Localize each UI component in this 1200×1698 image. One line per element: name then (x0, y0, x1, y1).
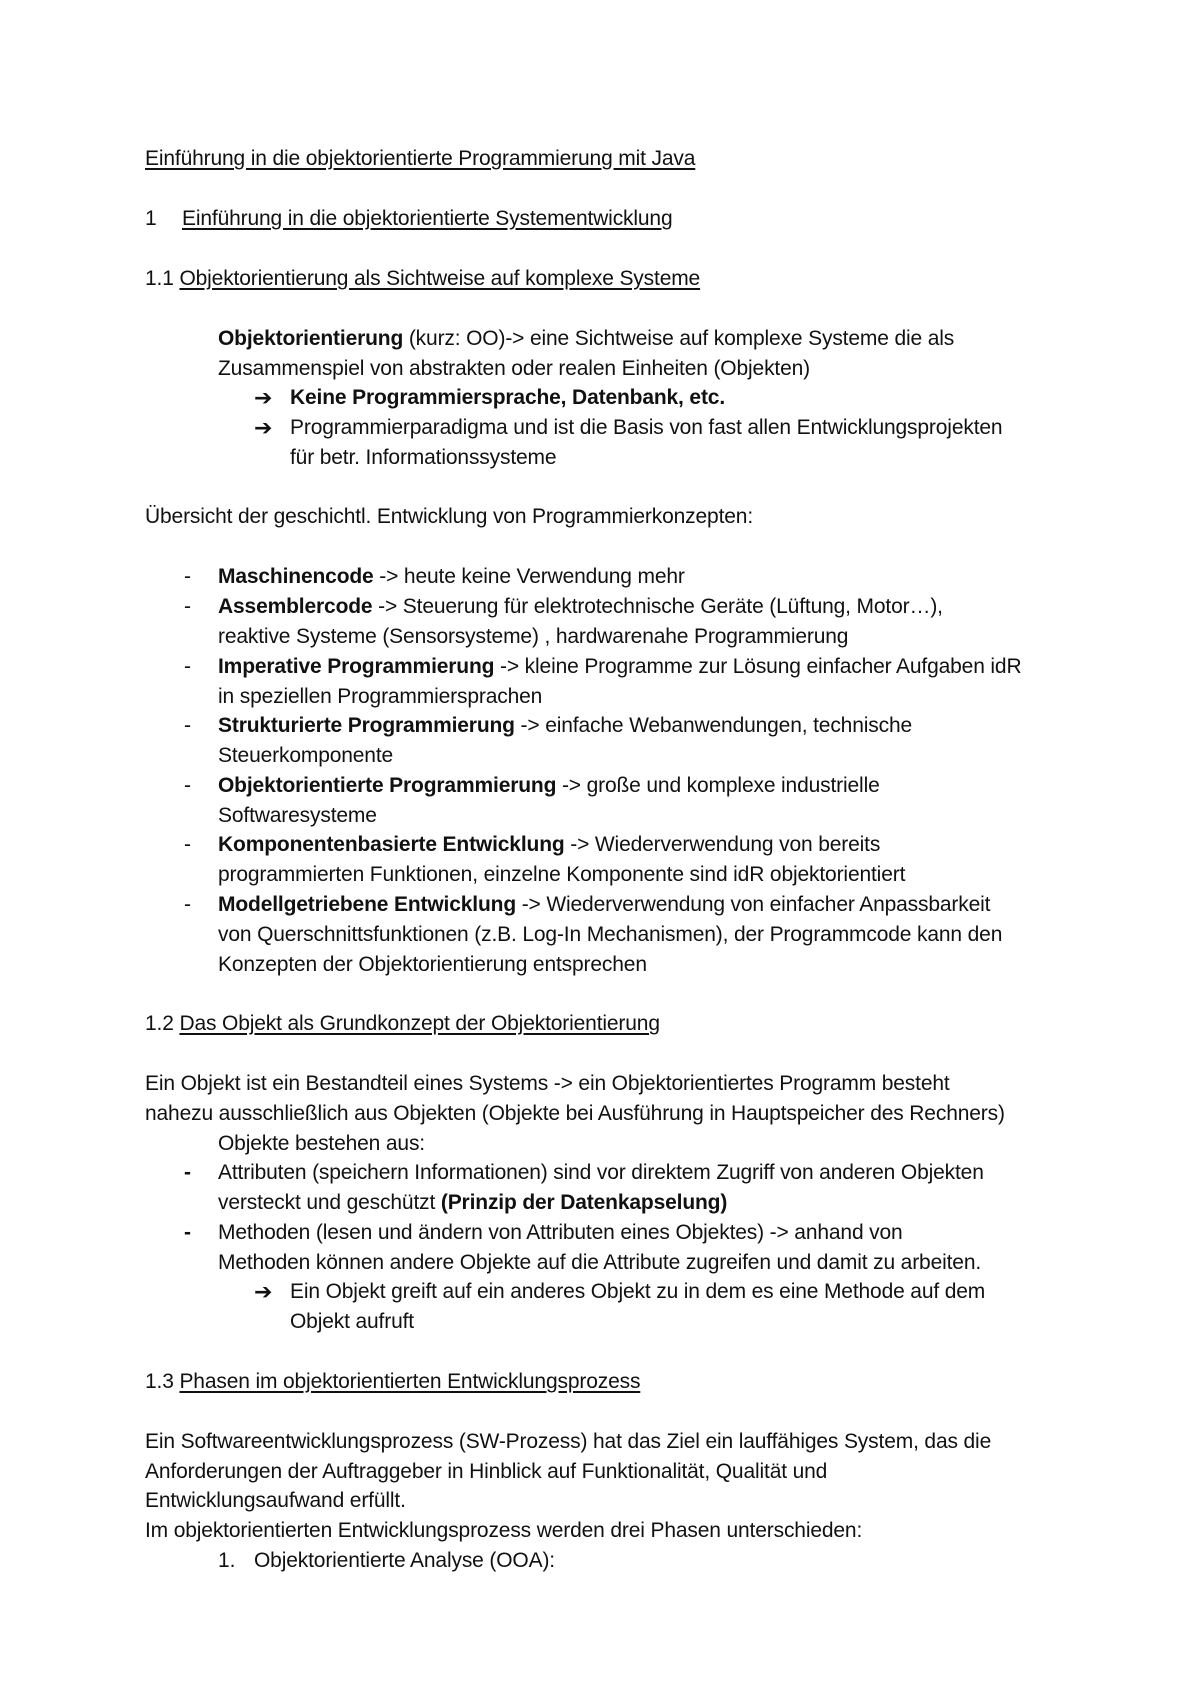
concept-term: Modellgetriebene Entwicklung (218, 893, 517, 916)
concept-item (218, 563, 685, 591)
dash-bullet: - (184, 595, 191, 618)
process-para-line-3: Entwicklungsaufwand erfüllt. (145, 1489, 406, 1512)
dash-bullet: - (184, 833, 191, 856)
object-item-1-line-2 (218, 1189, 727, 1217)
section-1-2-number: 1.2 (145, 1012, 180, 1035)
concept-term: Komponentenbasierte Entwicklung (218, 833, 565, 856)
definition-line-2: Zusammenspiel von abstrakten oder realen Einheiten (Objekten) (218, 357, 811, 380)
dash-bullet: - (184, 1221, 191, 1244)
object-item-1-line-1: Attributen (speichern Informationen) sind vor direktem Zugriff von anderen Objekten (218, 1161, 984, 1184)
concept-item-line-2: Steuerkomponente (218, 744, 394, 767)
dash-bullet: - (184, 774, 191, 797)
concept-text: -> kleine Programme zur Lösung einfacher Aufgaben idR (494, 655, 1022, 678)
concept-text: -> Wiederverwendung von bereits (564, 833, 881, 856)
definition-text: (kurz: OO)-> eine Sichtweise auf komplexe Systeme die als (403, 327, 955, 350)
section-1-3-title: Phasen im objektorientierten Entwicklungsprozess (179, 1370, 641, 1393)
concept-item (218, 831, 880, 859)
section-1-title: Einführung in die objektorientierte Systementwicklung (182, 207, 673, 230)
concept-item (218, 593, 943, 621)
section-1-2-title: Das Objekt als Grundkonzept der Objektorientierung (179, 1012, 660, 1035)
arrow-item-1: Keine Programmiersprache, Datenbank, etc. (290, 386, 726, 409)
object-para-line-2: nahezu ausschließlich aus Objekten (Objekte bei Ausführung in Hauptspeicher des Rechners) (145, 1102, 1005, 1125)
object-para-line-1: Ein Objekt ist ein Bestandteil eines Systems -> ein Objektorientiertes Programm besteht (145, 1072, 950, 1095)
object-item-2-line-1: Methoden (lesen und ändern von Attributen eines Objektes) -> anhand von (218, 1221, 903, 1244)
object-item-1-emphasis: (Prinzip der Datenkapselung) (440, 1191, 728, 1214)
section-1-1-heading (145, 265, 700, 293)
object-arrow-line-2: Objekt aufruft (290, 1310, 414, 1333)
dash-bullet: - (184, 893, 191, 916)
document-title: Einführung in die objektorientierte Programmierung mit Java (145, 147, 696, 170)
process-para-line-2: Anforderungen der Auftraggeber in Hinblick auf Funktionalität, Qualität und (145, 1460, 828, 1483)
concept-text: -> Wiederverwendung von einfacher Anpassbarkeit (516, 893, 991, 916)
definition-term: Objektorientierung (218, 327, 404, 350)
object-item-1-text: versteckt und geschützt (218, 1191, 441, 1214)
object-arrow-line-1: Ein Objekt greift auf ein anderes Objekt zu in dem es eine Methode auf dem (290, 1280, 986, 1303)
section-1-3-number: 1.3 (145, 1370, 180, 1393)
concept-text: -> heute keine Verwendung mehr (373, 565, 685, 588)
concept-item-line-2: programmierten Funktionen, einzelne Komponente sind idR objektorientiert (218, 863, 906, 886)
object-para-line-3: Objekte bestehen aus: (218, 1132, 425, 1155)
arrow-bullet-icon: ➔ (254, 385, 273, 410)
concept-item (218, 653, 1021, 681)
concept-term: Strukturierte Programmierung (218, 714, 515, 737)
concept-text: -> einfache Webanwendungen, technische (514, 714, 913, 737)
section-1-number: 1 (145, 207, 157, 230)
concept-term: Objektorientierte Programmierung (218, 774, 557, 797)
phase-number: 1. (218, 1549, 236, 1572)
phase-label: Objektorientierte Analyse (OOA): (254, 1549, 555, 1572)
dash-bullet: - (184, 565, 191, 588)
concept-item (218, 891, 990, 919)
arrow-item-2-line-1: Programmierparadigma und ist die Basis von fast allen Entwicklungsprojekten (290, 416, 1003, 439)
arrow-bullet-icon: ➔ (254, 415, 273, 440)
concept-text: -> Steuerung für elektrotechnische Geräte (Lüftung, Motor…), (372, 595, 943, 618)
concept-term: Maschinencode (218, 565, 374, 588)
process-para-line-1: Ein Softwareentwicklungsprozess (SW-Prozess) hat das Ziel ein lauffähiges System, das die (145, 1430, 992, 1453)
concept-item-line-3: Konzepten der Objektorientierung entsprechen (218, 953, 647, 976)
dash-bullet: - (184, 714, 191, 737)
concept-item-line-2: von Querschnittsfunktionen (z.B. Log-In Mechanismen), der Programmcode kann den (218, 923, 1003, 946)
dash-bullet: - (184, 1161, 191, 1184)
overview-heading: Übersicht der geschichtl. Entwicklung von Programmierkonzepten: (145, 505, 753, 528)
arrow-item-2-line-2: für betr. Informationssysteme (290, 446, 557, 469)
section-1-1-title: Objektorientierung als Sichtweise auf komplexe Systeme (179, 267, 701, 290)
concept-item (218, 712, 912, 740)
concept-item (218, 772, 880, 800)
concept-text: -> große und komplexe industrielle (556, 774, 880, 797)
dash-bullet: - (184, 655, 191, 678)
concept-item-line-2: Softwaresysteme (218, 804, 377, 827)
concept-term: Imperative Programmierung (218, 655, 495, 678)
arrow-bullet-icon: ➔ (254, 1279, 273, 1304)
concept-item-line-2: reaktive Systeme (Sensorsysteme) , hardwarenahe Programmierung (218, 625, 849, 648)
section-1-3-heading (145, 1368, 640, 1396)
object-item-2-line-2: Methoden können andere Objekte auf die Attribute zugreifen und damit zu arbeiten. (218, 1251, 982, 1274)
process-para-line-4: Im objektorientierten Entwicklungsprozess werden drei Phasen unterschieden: (145, 1519, 863, 1542)
concept-term: Assemblercode (218, 595, 373, 618)
definition-line-1 (218, 325, 954, 353)
section-1-1-number: 1.1 (145, 267, 180, 290)
concept-item-line-2: in speziellen Programmiersprachen (218, 685, 543, 708)
section-1-2-heading (145, 1010, 660, 1038)
